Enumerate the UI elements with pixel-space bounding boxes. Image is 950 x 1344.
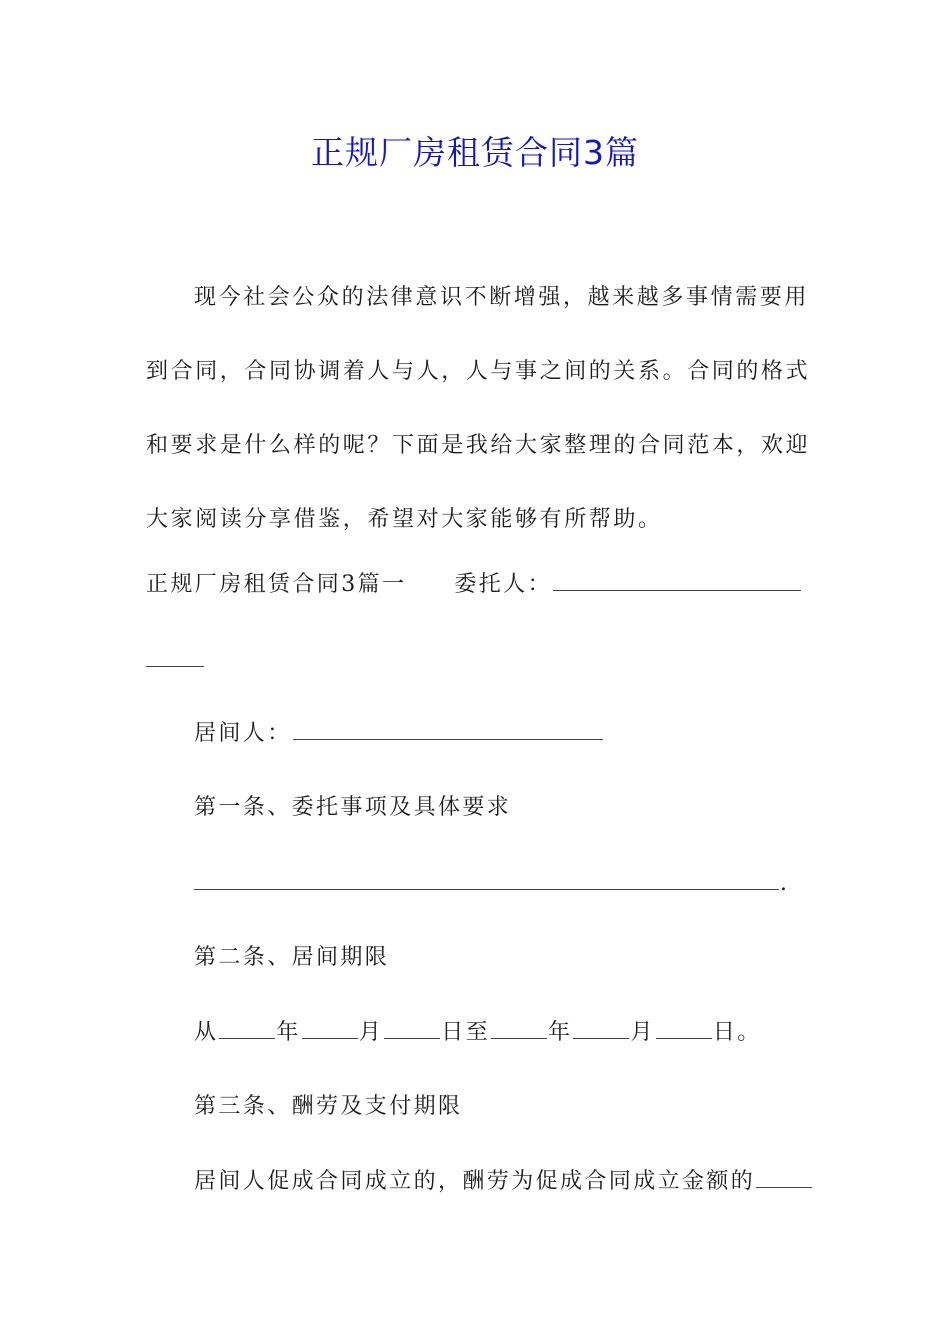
period-day-end: 日。 (712, 1020, 762, 1045)
intro-paragraph: 现今社会公众的法律意识不断增强，越来越多事情需要用到合同，合同协调着人与人，人与事之间的关系。合同的格式和要求是什么样的呢？下面是我给大家整理的合同范本，欢迎大家阅读分享借鉴，希望对大家能够有所帮助。 (146, 285, 811, 532)
end-day-blank[interactable] (656, 1037, 712, 1039)
period-month: 月 (358, 1020, 384, 1045)
end-month-blank[interactable] (573, 1037, 629, 1039)
period-line (194, 1013, 762, 1053)
commission-rate-blank[interactable] (756, 1186, 812, 1188)
start-year-blank[interactable] (219, 1037, 275, 1039)
start-month-blank[interactable] (302, 1037, 358, 1039)
client-blank[interactable] (553, 589, 801, 591)
article-1-detail-blank[interactable] (194, 888, 779, 890)
period-day-to: 日至 (441, 1020, 491, 1045)
intermediary-blank[interactable] (293, 738, 603, 740)
period-year-2: 年 (548, 1020, 573, 1045)
intermediary-label: 居间人： (194, 721, 292, 746)
article-1-detail-line (194, 864, 789, 904)
section-heading: 正规厂房租赁合同3篇一 (146, 572, 407, 597)
end-year-blank[interactable] (491, 1037, 547, 1039)
article-1-heading: 第一条、委托事项及具体要求 (194, 795, 512, 820)
article-3-text-line (194, 1162, 813, 1202)
start-day-blank[interactable] (384, 1037, 440, 1039)
section-heading-line (146, 565, 802, 605)
client-blank-continued[interactable] (146, 666, 204, 667)
article-2-heading: 第二条、居间期限 (194, 945, 390, 970)
intermediary-line (194, 714, 604, 754)
period-month-2: 月 (630, 1020, 655, 1045)
article-3-heading: 第三条、酬劳及支付期限 (194, 1094, 463, 1119)
period-year: 年 (276, 1020, 301, 1045)
client-label: 委托人： (454, 572, 553, 597)
article-1-period-mark: . (780, 871, 790, 896)
page-title: 正规厂房租赁合同3篇 (311, 133, 639, 172)
article-3-text: 居间人促成合同成立的，酬劳为促成合同成立金额的 (194, 1169, 756, 1194)
period-from: 从 (194, 1020, 219, 1045)
